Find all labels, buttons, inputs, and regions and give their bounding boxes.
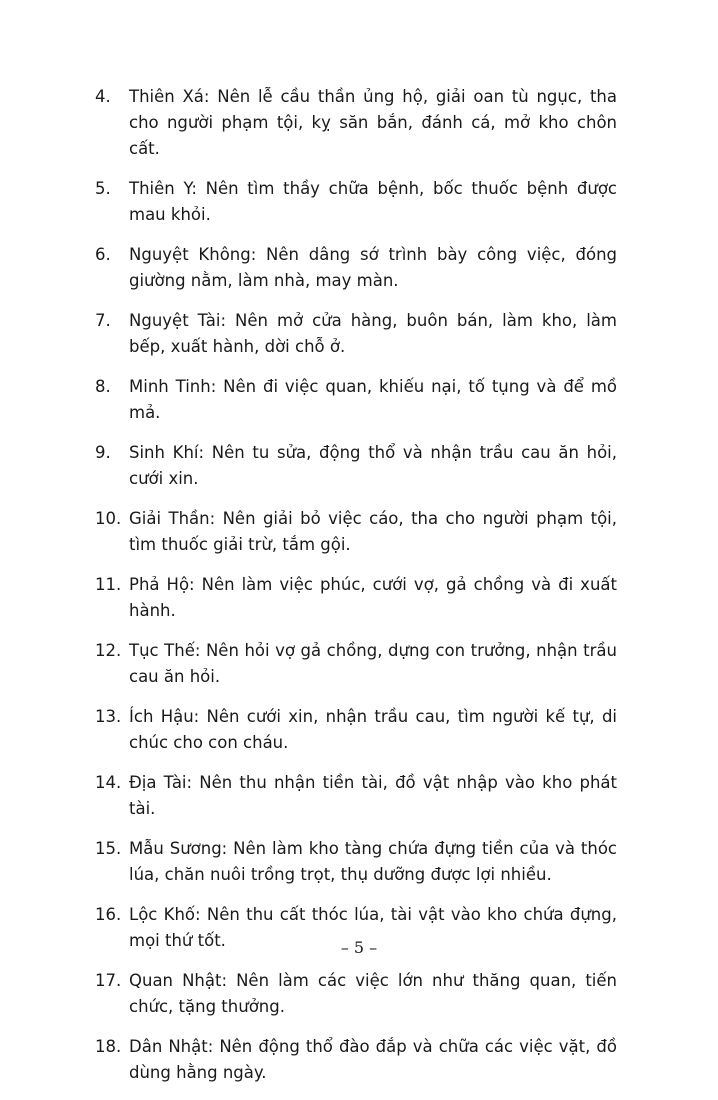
item-text: Ích Hậu: Nên cưới xin, nhận trầu cau, tìm người kế tự, di chúc cho con cháu. [129, 707, 617, 752]
list-item [95, 374, 617, 426]
list-item [95, 440, 617, 492]
item-text: Phả Hộ: Nên làm việc phúc, cưới vợ, gả chồng và đi xuất hành. [129, 575, 617, 620]
list-item [95, 506, 617, 558]
item-text: Minh Tinh: Nên đi việc quan, khiếu nại, tố tụng và để mồ mả. [129, 377, 617, 422]
list-item [95, 308, 617, 360]
item-text: Tục Thế: Nên hỏi vợ gả chồng, dựng con trưởng, nhận trầu cau ăn hỏi. [129, 641, 617, 686]
item-number: 18. [95, 1037, 122, 1056]
list-item [95, 638, 617, 690]
item-number: 12. [95, 641, 122, 660]
list-item [95, 836, 617, 888]
item-text: Địa Tài: Nên thu nhận tiền tài, đồ vật nhập vào kho phát tài. [129, 773, 617, 818]
item-number: 11. [95, 575, 122, 594]
item-number: 16. [95, 905, 122, 924]
item-number: 6. [95, 245, 111, 264]
item-number: 4. [95, 87, 111, 106]
item-number: 17. [95, 971, 122, 990]
item-text: Thiên Y: Nên tìm thầy chữa bệnh, bốc thuốc bệnh được mau khỏi. [129, 179, 617, 224]
list-item [95, 242, 617, 294]
list-item [95, 704, 617, 756]
item-text: Thiên Xá: Nên lễ cầu thần ủng hộ, giải oan tù ngục, tha cho người phạm tội, kỵ săn bắn, đánh cá, mở kho chôn cất. [129, 87, 617, 158]
item-text: Giải Thần: Nên giải bỏ việc cáo, tha cho người phạm tội, tìm thuốc giải trừ, tắm gội. [129, 509, 617, 554]
item-text: Dân Nhật: Nên động thổ đào đắp và chữa các việc vặt, đồ dùng hằng ngày. [129, 1037, 617, 1082]
list-item [95, 770, 617, 822]
item-text: Quan Nhật: Nên làm các việc lớn như thăng quan, tiến chức, tặng thưởng. [129, 971, 617, 1016]
item-text: Nguyệt Không: Nên dâng sớ trình bày công việc, đóng giường nằm, làm nhà, may màn. [129, 245, 617, 290]
item-text: Sinh Khí: Nên tu sửa, động thổ và nhận trầu cau ăn hỏi, cưới xin. [129, 443, 617, 488]
list-item [95, 968, 617, 1020]
list-item [95, 1034, 617, 1086]
item-number: 14. [95, 773, 122, 792]
list-item [95, 84, 617, 162]
list-item [95, 176, 617, 228]
item-number: 8. [95, 377, 111, 396]
item-number: 5. [95, 179, 111, 198]
item-number: 15. [95, 839, 122, 858]
item-number: 7. [95, 311, 111, 330]
item-number: 13. [95, 707, 122, 726]
item-text: Mẫu Sương: Nên làm kho tàng chứa đựng tiền của và thóc lúa, chăn nuôi trồng trọt, thụ dưỡng được lợi nhiều. [129, 839, 617, 884]
item-number: 10. [95, 509, 122, 528]
page-number: – 5 – [340, 938, 378, 957]
item-number: 9. [95, 443, 111, 462]
item-text: Lộc Khố: Nên thu cất thóc lúa, tài vật vào kho chứa đựng, mọi thứ tốt. [129, 905, 617, 950]
list-item [95, 572, 617, 624]
item-text: Nguyệt Tài: Nên mở cửa hàng, buôn bán, làm kho, làm bếp, xuất hành, dời chỗ ở. [129, 311, 617, 356]
